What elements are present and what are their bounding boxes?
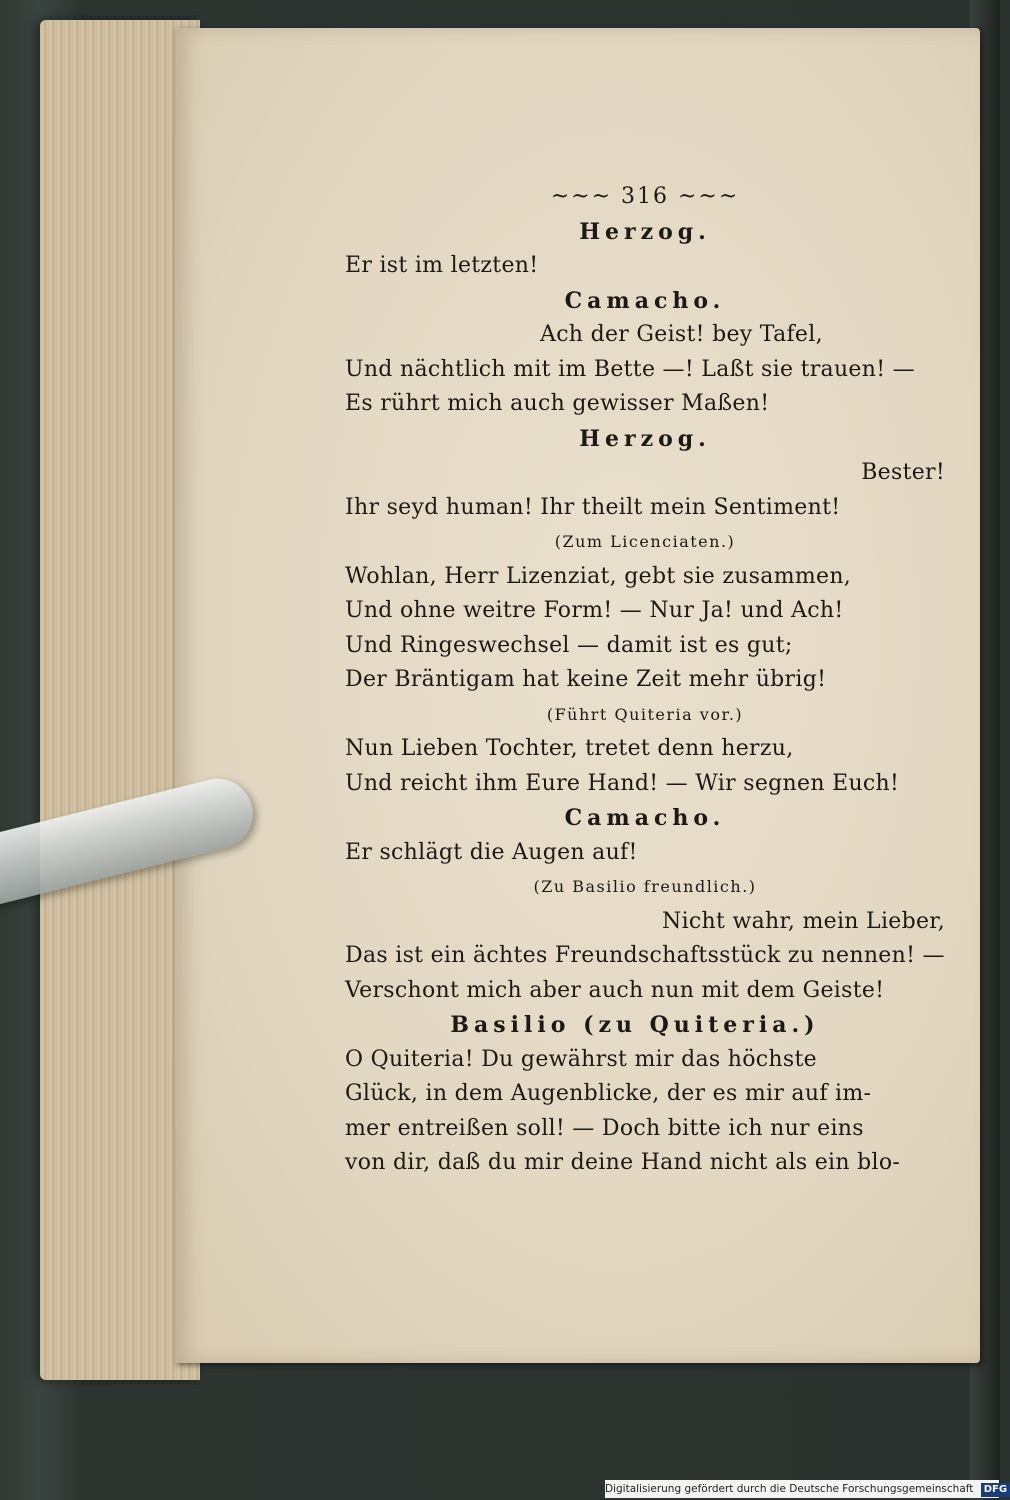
text-line: Bester! xyxy=(861,460,945,485)
text-line: Verschont mich aber auch nun mit dem Geiste! xyxy=(345,977,885,1003)
text-line: Und reicht ihm Eure Hand! — Wir segnen Euch! xyxy=(345,770,900,796)
page-number: ~~~ 316 ~~~ xyxy=(550,184,740,209)
text-line: Basilio (zu Quiteria.) xyxy=(450,1012,820,1038)
text-line: Nun Lieben Tochter, tretet denn herzu, xyxy=(345,736,794,761)
text-line: Das ist ein ächtes Freundschaftsstück zu nennen! — xyxy=(345,943,945,968)
text-line: Es rührt mich auch gewisser Maßen! xyxy=(345,391,770,416)
text-line: (Führt Quiteria vor.) xyxy=(546,704,744,724)
text-line: (Zum Licenciaten.) xyxy=(554,532,736,551)
page-text xyxy=(345,180,945,1181)
text-line: Und nächtlich mit im Bette —! Laßt sie trauen! — xyxy=(345,356,915,382)
text-line: von dir, daß du mir deine Hand nicht als ein blo- xyxy=(345,1150,901,1175)
text-line: Camacho. xyxy=(564,805,726,831)
text-line: Ihr seyd human! Ihr theilt mein Sentiment! xyxy=(345,494,841,520)
text-lines xyxy=(345,215,945,1181)
text-line: Er ist im letzten! xyxy=(345,253,539,278)
text-line: Herzog. xyxy=(579,425,711,452)
text-line: Camacho. xyxy=(564,287,726,314)
text-line: Und Ringeswechsel — damit ist es gut; xyxy=(345,632,793,658)
text-line: Er schlägt die Augen auf! xyxy=(345,839,638,865)
text-line: Und ohne weitre Form! — Nur Ja! und Ach! xyxy=(345,598,844,623)
text-line: Glück, in dem Augenblicke, der es mir auf im- xyxy=(345,1081,872,1106)
text-line: Wohlan, Herr Lizenziat, gebt sie zusammen, xyxy=(345,563,852,589)
text-line: mer entreißen soll! — Doch bitte ich nur eins xyxy=(345,1115,864,1141)
text-line: Der Bräntigam hat keine Zeit mehr übrig! xyxy=(345,667,827,692)
dfg-logo: DFG xyxy=(981,1483,1010,1497)
text-line: (Zu Basilio freundlich.) xyxy=(533,877,757,896)
text-line: Nicht wahr, mein Lieber, xyxy=(662,908,945,934)
text-line: Herzog. xyxy=(579,218,711,245)
footer-text: Digitalisierung gefördert durch die Deutsche Forschungsgemeinschaft xyxy=(605,1483,974,1495)
text-line: O Quiteria! Du gewährst mir das höchste xyxy=(345,1046,817,1072)
text-line: Ach der Geist! bey Tafel, xyxy=(540,322,823,347)
digitization-footer xyxy=(605,1480,1008,1498)
